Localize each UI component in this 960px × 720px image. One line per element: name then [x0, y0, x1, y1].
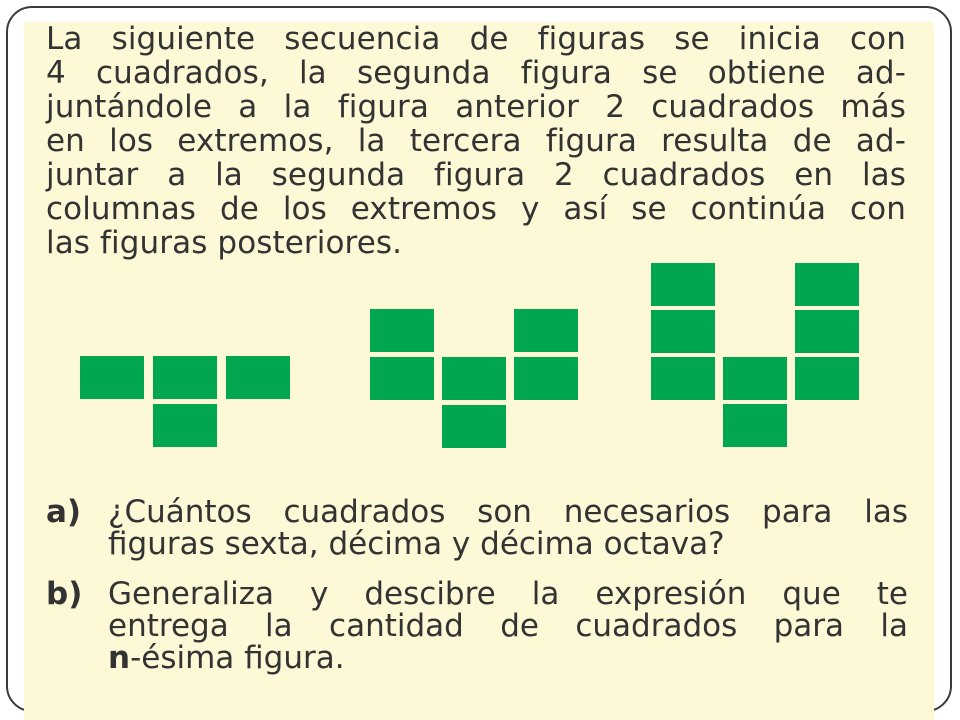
question-line-rest: -ésima figura. [130, 640, 345, 676]
problem-statement [46, 22, 906, 260]
statement-line: juntándole a la figura anterior 2 cuadrados más [46, 89, 906, 125]
square [442, 357, 506, 400]
square [514, 309, 578, 352]
statement-line: 4 cuadrados, la segunda figura se obtiene ad- [46, 55, 906, 91]
statement-line: en los extremos, la tercera figura resulta de ad- [46, 123, 906, 159]
square [723, 404, 787, 447]
question-b [46, 578, 906, 678]
square [226, 356, 290, 399]
figure-3 [651, 263, 863, 449]
square [723, 357, 787, 400]
square [795, 263, 859, 306]
square [514, 357, 578, 400]
square [153, 356, 217, 399]
statement-line: columnas de los extremos y así se continúa con [46, 191, 906, 227]
statement-line: La siguiente secuencia de figuras se inicia con [46, 21, 906, 57]
question-a [46, 496, 906, 566]
statement-line: las figuras posteriores. [46, 225, 403, 261]
question-line: entrega la cantidad de cuadrados para la [108, 608, 908, 644]
square [651, 310, 715, 353]
square [153, 404, 217, 447]
textbook-panel [24, 22, 934, 720]
square [442, 405, 506, 448]
square [795, 310, 859, 353]
square [80, 356, 144, 399]
square [370, 357, 434, 400]
question-b-text [108, 578, 908, 674]
question-a-label: a) [46, 494, 82, 530]
question-line: Generaliza y descibre la expresión que te [108, 576, 908, 612]
question-a-text [108, 496, 908, 560]
question-b-label: b) [46, 576, 83, 612]
question-line: ¿Cuántos cuadrados son necesarios para las [108, 494, 908, 530]
n-variable: n [108, 640, 131, 676]
square [651, 357, 715, 400]
figure-1 [80, 356, 292, 448]
statement-line: juntar a la segunda figura 2 cuadrados en las [46, 157, 906, 193]
square [795, 357, 859, 400]
figure-2 [370, 309, 582, 449]
question-line: figuras sexta, décima y décima octava? [108, 526, 725, 562]
question-line [108, 642, 908, 674]
square [370, 309, 434, 352]
square [651, 263, 715, 306]
